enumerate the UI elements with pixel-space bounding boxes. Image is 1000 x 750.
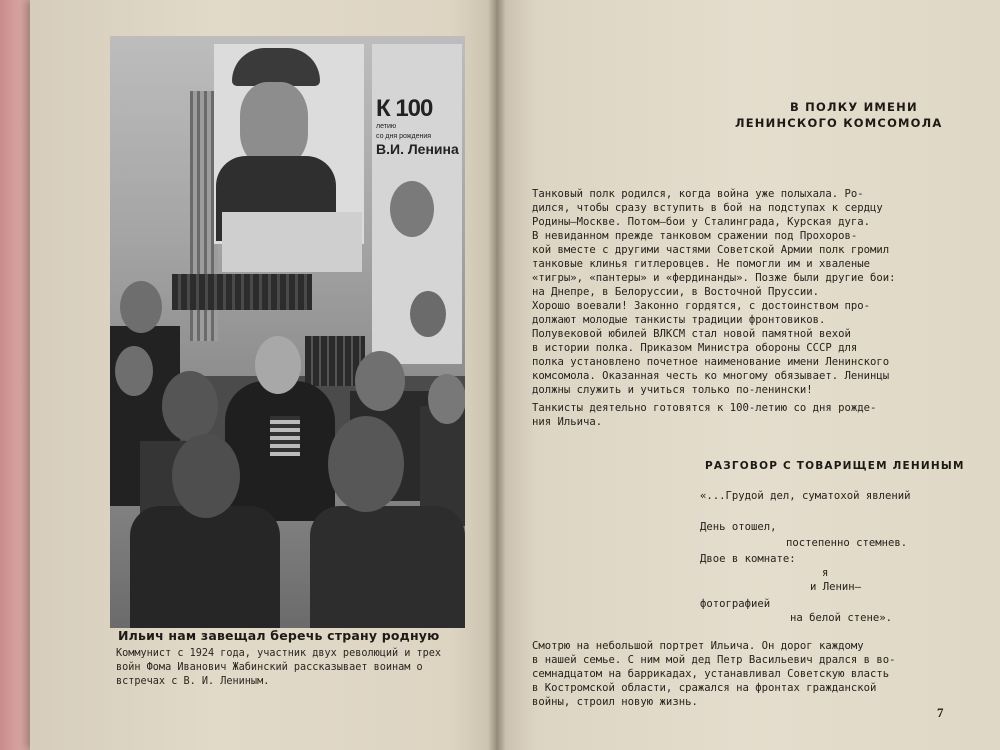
soldier-head: [328, 416, 404, 512]
poster-small2: со дня рождения: [376, 132, 432, 140]
poster-photo: [410, 291, 446, 337]
medals: [270, 416, 300, 456]
book-photo: [110, 36, 465, 628]
poster-small1: летию: [376, 123, 397, 131]
body-line: В невиданном прежде танковом сражении под Прохоров-: [532, 230, 858, 242]
body-line: в истории полка. Приказом Министра обороны СССР для: [532, 342, 858, 354]
body-line: Танковый полк родился, когда война уже полыхала. Ро-: [532, 188, 864, 200]
poem-line: Двое в комнате:: [700, 553, 796, 565]
poem-line: День отошел,: [700, 521, 777, 533]
poem-line: на белой стене».: [790, 612, 893, 624]
soldier-head: [355, 351, 405, 411]
body-line: должают молодые танкисты традиции фронтовиков.: [532, 314, 826, 326]
quote-board: [222, 212, 362, 272]
veteran-head: [255, 336, 301, 394]
soldier-head: [120, 281, 162, 333]
page-number: 7: [937, 705, 944, 720]
body-line: «тигры», «пантеры» и «фердинанды». Позже были другие бои:: [532, 272, 896, 284]
poem-line: я: [822, 567, 829, 579]
soldier-head: [428, 374, 465, 424]
poem-line: «...Грудой дел, суматохой явлений: [700, 490, 911, 502]
body-line: Родины—Москве. Потом—бои у Сталинграда, Курская дуга.: [532, 216, 871, 228]
soldier: [310, 506, 465, 628]
body-line: Хорошо воевали! Законно гордятся, с достоинством про-: [532, 300, 871, 312]
photo-caption-line: Коммунист с 1924 года, участник двух революций и трех: [116, 648, 442, 659]
body-line: семнадцатом на баррикадах, устанавливал Советскую власть: [532, 668, 890, 680]
poster-name: В.И. Ленина: [376, 140, 459, 157]
poem-line: и Ленин—: [810, 581, 862, 593]
body-line: полка установлено почетное наименование имени Ленинского: [532, 356, 890, 368]
poem-line: фотографией: [700, 598, 771, 610]
soldier: [130, 506, 280, 628]
section-heading-line2: ЛЕНИНСКОГО КОМСОМОЛА: [735, 116, 943, 130]
body-line: войны, строил новую жизнь.: [532, 696, 698, 708]
photo-caption-line: войн Фома Иванович Жабинский рассказывает воинам о: [116, 662, 423, 673]
body-line: должны служить и учиться только по-ленински!: [532, 384, 813, 396]
body-line: ния Ильича.: [532, 416, 603, 428]
portrait-cap: [232, 48, 320, 86]
soldier-head: [115, 346, 153, 396]
soldier-head: [172, 434, 240, 518]
photo-caption-title: Ильич нам завещал беречь страну родную: [118, 628, 440, 643]
section-heading-line1: В ПОЛКУ ИМЕНИ: [790, 100, 918, 114]
soldier-head: [162, 371, 218, 441]
bookshelf: [172, 274, 312, 310]
portrait-face: [240, 82, 308, 167]
body-line: на Днепре, в Белоруссии, в Восточной Пруссии.: [532, 286, 820, 298]
body-line: дился, чтобы сразу вступить в бой на подступах к сердцу: [532, 202, 883, 214]
poster-text: [376, 96, 460, 159]
poem-heading: РАЗГОВОР С ТОВАРИЩЕМ ЛЕНИНЫМ: [705, 460, 965, 472]
poster-big: К 100: [376, 95, 433, 122]
body-line: танковые клинья гитлеровцев. Не помогли им и хваленые: [532, 258, 871, 270]
body-line: комсомола. Оказанная честь ко многому обязывает. Ленинцы: [532, 370, 890, 382]
body-line: Полувековой юбилей ВЛКСМ стал новой памятной вехой: [532, 328, 851, 340]
body-line: в нашей семье. С ним мой дед Петр Васильевич дрался в во-: [532, 654, 896, 666]
body-line: Танкисты деятельно готовятся к 100-летию со дня рожде-: [532, 402, 877, 414]
body-line: Смотрю на небольшой портрет Ильича. Он дорог каждому: [532, 640, 864, 652]
photo-caption-line: встречах с В. И. Лениным.: [116, 676, 270, 687]
body-line: кой вместе с другими частями Советской Армии полк громил: [532, 244, 890, 256]
poem-line: постепенно стемнев.: [786, 537, 908, 549]
book-gutter: [488, 0, 506, 750]
body-line: в Костромской области, сражался на фронтах гражданской: [532, 682, 877, 694]
poster-photo: [390, 181, 434, 237]
